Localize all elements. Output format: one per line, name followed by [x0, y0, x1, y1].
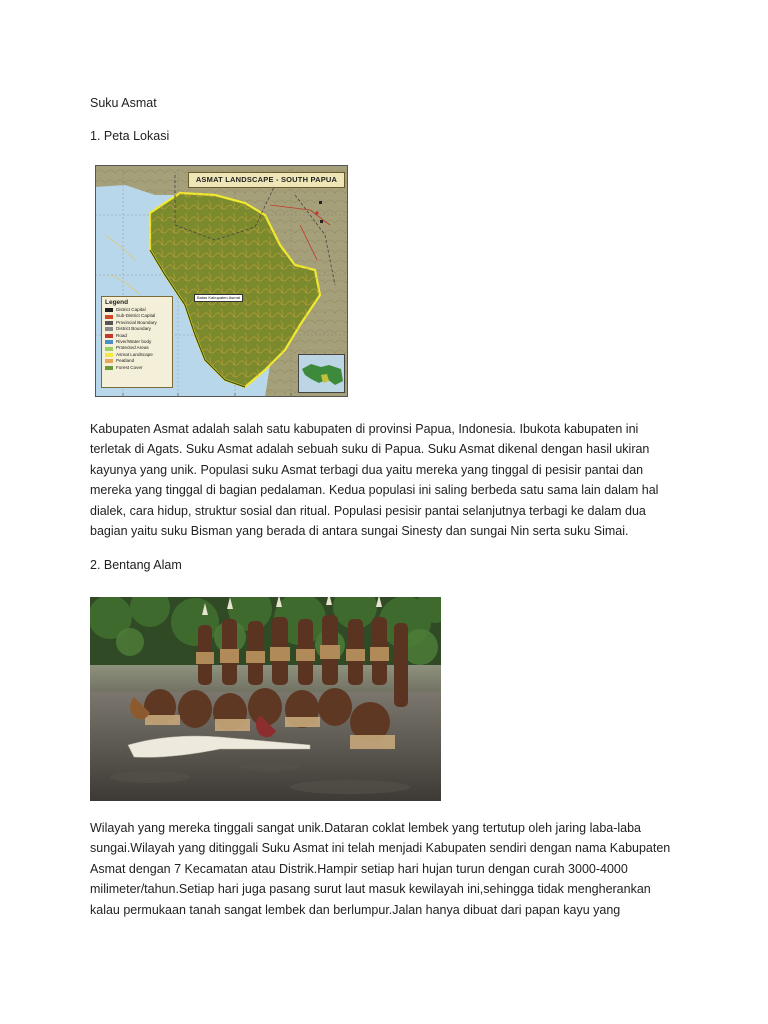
section-heading-peta-lokasi: 1. Peta Lokasi: [90, 129, 170, 143]
legend-swatch: [105, 366, 113, 370]
paragraph-line: terletak di Agats. Suku Asmat adalah sebuah suku di Papua. Suku Asmat dikenal dengan hasil ukiran: [90, 442, 650, 457]
legend-label: District Boundary: [116, 326, 151, 332]
legend-swatch: [105, 315, 113, 319]
legend-label: Peatland: [116, 358, 135, 364]
paragraph-line: Asmat dengan 7 Kecamatan atau Distrik.Hampir setiap hari hujan turun dengan curah 3000-4000: [90, 861, 628, 876]
legend-swatch: [105, 334, 113, 338]
legend-label: River/Water body: [116, 339, 152, 345]
paragraph-bentang-alam: [90, 818, 700, 920]
legend-swatch: [105, 347, 113, 351]
legend-title: Legend: [105, 299, 129, 306]
legend-label: Asmat Landscape: [116, 351, 153, 357]
paragraph-peta-lokasi: [90, 419, 700, 541]
paragraph-line: bagian yaitu suku Bisman yang berada di antara sungai Sinesty dan sungai Nin serta suku Simai.: [90, 524, 629, 539]
legend-label: Sub-District Capital: [116, 313, 156, 319]
paragraph-line: milimeter/tahun.Setiap hari juga pasang surut laut masuk kewilayah ini,sehingga tidak mengherankan: [90, 882, 651, 897]
paragraph-line: Kabupaten Asmat adalah salah satu kabupaten di provinsi Papua, Indonesia. Ibukota kabupaten ini: [90, 422, 639, 436]
legend-label: Forest Cover: [116, 364, 143, 370]
papua-inset-map: [298, 354, 345, 393]
legend-label: Provincial Boundary: [116, 319, 157, 325]
legend-label: Road: [116, 332, 127, 338]
legend-swatch: [105, 327, 113, 331]
legend-item: [105, 365, 169, 371]
legend-swatch: [105, 359, 113, 363]
paragraph-line: kalau permukaan tanah sangat lembek dan berlumpur.Jalan hanya dibuat dari papan kayu yang: [90, 902, 621, 917]
legend-swatch: [105, 308, 113, 312]
document-title: Suku Asmat: [90, 96, 157, 110]
section-heading-bentang-alam: 2. Bentang Alam: [90, 558, 182, 572]
district-boundary-label: Batas Kabupaten Asmat: [194, 294, 243, 302]
paragraph-line: sungai.Wilayah yang ditinggali Suku Asmat ini telah menjadi Kabupaten sendiri dengan nama Kabupaten: [90, 841, 671, 856]
legend-swatch: [105, 340, 113, 344]
paragraph-line: kayunya yang unik. Populasi suku Asmat terbagi dua yaitu mereka yang tinggal di pesisir pantai dan: [90, 462, 644, 477]
asmat-people-photo: [90, 597, 441, 801]
map-legend: [101, 296, 173, 388]
legend-swatch: [105, 353, 113, 357]
map-title: ASMAT LANDSCAPE - SOUTH PAPUA: [188, 172, 345, 188]
paragraph-line: dialek, cara hidup, struktur sosial dan ritual. Populasi pesisir pantai selanjutnya terbagi ke dalam dua: [90, 503, 646, 518]
legend-label: District Capital: [116, 307, 146, 312]
legend-label: Protected Areas: [116, 345, 149, 351]
paragraph-line: mereka yang tinggal di bagian pedalaman. Kedua populasi ini saling berbeda satu sama lain dalam hal: [90, 483, 659, 498]
paragraph-line: Wilayah yang mereka tinggali sangat unik.Dataran coklat lembek yang tertutup oleh jaring laba-laba: [90, 821, 642, 835]
legend-swatch: [105, 321, 113, 325]
